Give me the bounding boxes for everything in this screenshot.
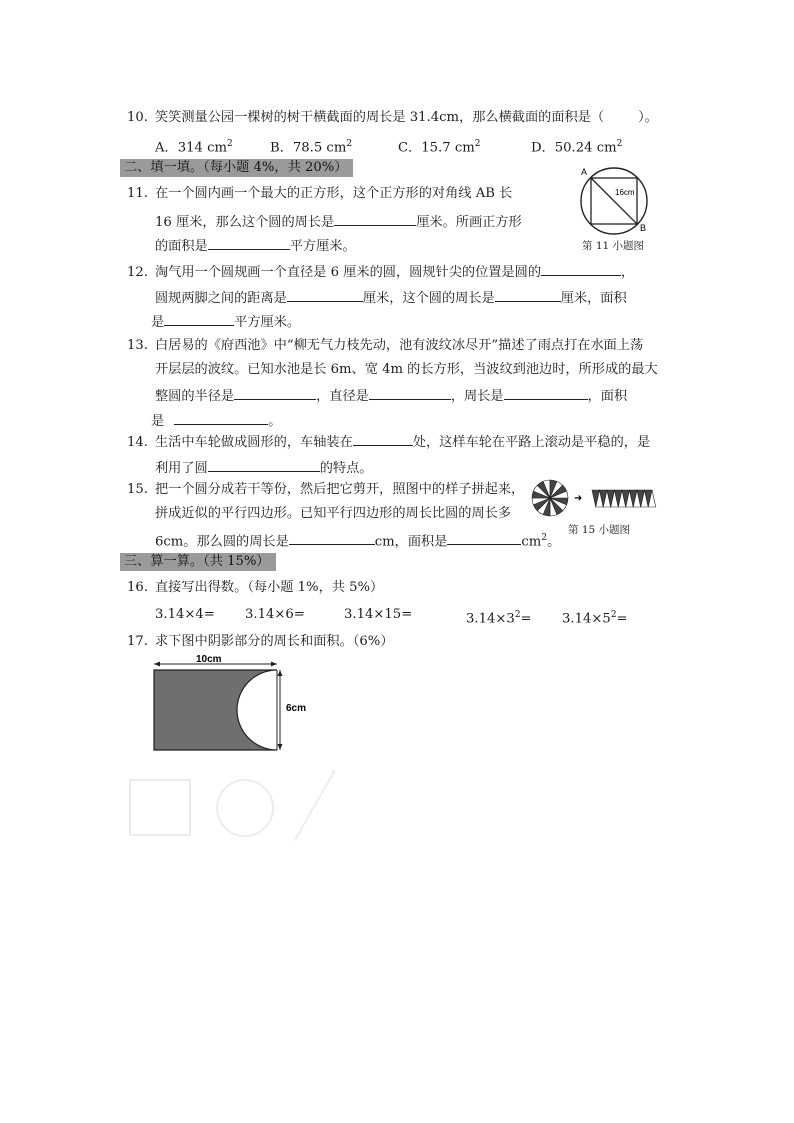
q12-blank-circumference[interactable] (495, 287, 561, 302)
q16-number: 16. (127, 580, 148, 595)
q11-figure-label-a: A (581, 167, 588, 177)
q10-option-c-exp: 2 (474, 139, 481, 149)
q11-line2 (155, 211, 522, 232)
q12-line1-end: ， (621, 265, 635, 280)
q12-number: 12. (127, 265, 148, 280)
q16-item-4[interactable] (466, 606, 532, 628)
q13-line4a: 是 (151, 414, 165, 429)
q12-line2b: 厘米，这个圆的周长是 (362, 291, 495, 306)
q13-line4b: 。 (268, 414, 282, 429)
q15-number: 15. (127, 482, 148, 497)
q14-line1 (127, 431, 650, 452)
q15-line3-exp: 2 (541, 533, 548, 543)
q15-line2: 拼成近似的平行四边形。已知平行四边形的周长比圆的周长多 (155, 506, 512, 521)
q12-line2c: 厘米，面积 (560, 291, 627, 306)
q11-blank-circumference[interactable] (334, 211, 416, 226)
q14-line1a: 生活中车轮做成圆形的，车轴装在 (155, 435, 353, 450)
q12-line2 (155, 287, 627, 308)
q13-blank-diameter[interactable] (369, 385, 451, 400)
q15-figure-sector-circle (532, 480, 568, 516)
q10-close: ）。 (638, 110, 658, 125)
q14-blank-axle[interactable] (353, 431, 413, 446)
q10-option-b-label: B．78.5 cm (270, 140, 347, 156)
q15-line1 (127, 481, 524, 499)
arrow-up-icon (278, 670, 283, 676)
q11-line3 (155, 235, 356, 256)
q11-line3a: 的面积是 (155, 239, 208, 254)
q16-item-5-eq: = (616, 611, 628, 627)
q13-line2: 开层层的波纹。已知水池是长 6m、宽 4m 的长方形，当波纹到池边时，所形成的最大 (155, 362, 658, 377)
q13-line3 (155, 385, 627, 406)
q12-line3b: 平方厘米。 (234, 315, 301, 330)
q12-blank-area[interactable] (164, 311, 234, 326)
q12-line1-text: 淘气用一个圆规画一个直径是 6 厘米的圆，圆规针尖的位置是圆的 (155, 265, 542, 280)
q17-text: 求下图中阴影部分的周长和面积。（6%） (155, 634, 394, 649)
q13-line1 (127, 337, 643, 355)
q13-line3a: 整圆的半径是 (155, 389, 235, 404)
q12-line3a: 是 (151, 315, 165, 330)
q15-line3b: cm，面积是 (374, 534, 448, 550)
q10-option-a-label: A．314 cm (155, 140, 227, 156)
q17-figure-height-label: 6cm (286, 703, 307, 714)
q13-blank-circumference[interactable] (504, 385, 588, 400)
q10-option-a[interactable] (155, 135, 233, 157)
q15-line3a: 6cm。那么圆的周长是 (155, 534, 289, 550)
q10-stem (127, 109, 658, 127)
q12-line1 (127, 261, 634, 282)
q11-line2a: 16 厘米，那么这个圆的周长是 (155, 215, 335, 230)
q15-caption: 第 15 小题图 (568, 524, 631, 536)
q15-line3c: cm (521, 534, 542, 550)
q16-item-5-base: 3.14×5 (562, 611, 611, 627)
q15-blank-area[interactable] (447, 530, 521, 545)
q13-number: 13. (127, 338, 148, 353)
q10-option-c-label: C．15.7 cm (398, 140, 475, 156)
q10-option-d[interactable] (531, 135, 622, 157)
q11-figure-label-b: B (640, 223, 647, 233)
q11-number: 11. (127, 186, 148, 201)
q17-stem (127, 633, 394, 651)
q11-line3b: 平方厘米。 (289, 239, 356, 254)
q13-line1-text: 白居易的《府西池》中“柳无气力枝先动，池有波纹冰尽开”描述了雨点打在水面上荡 (155, 338, 644, 353)
bleed-through-shapes (120, 760, 680, 850)
q14-line2a: 利用了圆 (155, 461, 208, 476)
q16-item-3[interactable]: 3.14×15= (344, 607, 413, 622)
q10-option-c[interactable] (398, 135, 480, 157)
q15-figure (530, 478, 662, 520)
section-2-header: 二、填一填。（每小题 4%，共 20%） (120, 159, 353, 177)
q16-stem (127, 579, 383, 597)
q11-line1-text: 在一个圆内画一个最大的正方形，这个正方形的对角线 AB 长 (155, 186, 513, 201)
q10-option-b-exp: 2 (346, 139, 353, 149)
arrow-down-icon (278, 744, 283, 750)
q17-figure-shaded-region (154, 670, 277, 750)
q16-item-4-exp: 2 (514, 610, 521, 620)
q10-option-d-label: D．50.24 cm (531, 140, 617, 156)
q11-figure-label-length: 16cm (615, 188, 635, 197)
q16-item-4-eq: = (520, 611, 532, 627)
q10-option-b[interactable] (270, 135, 352, 157)
q11-line2b: 厘米。所画正方形 (416, 215, 522, 230)
q12-blank-center[interactable] (541, 261, 621, 276)
q14-line2b: 的特点。 (319, 461, 373, 476)
q12-line2a: 圆规两脚之间的距离是 (155, 291, 287, 306)
q13-blank-radius[interactable] (234, 385, 316, 400)
q17-figure-shaded-rectangle (146, 652, 316, 756)
q14-line2 (155, 457, 373, 478)
q15-line3 (155, 529, 560, 551)
q11-line1 (127, 185, 512, 203)
q14-number: 14. (127, 435, 148, 450)
q13-line4 (151, 410, 281, 431)
q12-line3 (151, 311, 300, 332)
q11-figure-circle-square (573, 160, 659, 236)
q17-figure-width-label: 10cm (196, 654, 222, 665)
q11-figure-diagonal (591, 178, 637, 224)
q14-blank-property[interactable] (208, 457, 320, 472)
q10-option-a-exp: 2 (226, 139, 233, 149)
q16-item-5-exp: 2 (610, 610, 617, 620)
arrow-right-icon: ➜ (574, 493, 583, 504)
arrow-right-icon (271, 662, 277, 667)
q13-blank-area[interactable] (174, 410, 268, 425)
q11-blank-area[interactable] (208, 235, 290, 250)
arrow-left-icon (154, 662, 160, 667)
q10-option-d-exp: 2 (616, 139, 623, 149)
q10-number: 10. (127, 110, 148, 125)
q15-line1-text: 把一个圆分成若干等份，然后把它剪开，照图中的样子拼起来， (155, 482, 525, 497)
q16-item-1[interactable]: 3.14×4= (155, 607, 215, 622)
q10-text: 笑笑测量公园一棵树的树干横截面的周长是 31.4cm，那么横截面的面积是（ (155, 110, 605, 125)
q11-caption: 第 11 小题图 (582, 240, 645, 252)
q16-item-4-base: 3.14×3 (466, 611, 515, 627)
q14-line1b: 处，这样车轮在平路上滚动是平稳的，是 (412, 435, 651, 450)
q16-text: 直接写出得数。（每小题 1%，共 5%） (155, 580, 384, 595)
q17-number: 17. (127, 634, 148, 649)
q13-line3b: ，直径是 (316, 389, 369, 404)
q13-line3c: ，周长是 (450, 389, 504, 404)
section-3-header: 三、算一算。（共 15%） (120, 553, 276, 571)
q16-item-5[interactable] (562, 606, 628, 628)
q16-item-2[interactable]: 3.14×6= (245, 607, 305, 622)
q13-line3d: ，面积 (587, 389, 628, 404)
q12-blank-distance[interactable] (287, 287, 363, 302)
q15-line3-end: 。 (547, 534, 561, 550)
q15-figure-parallelogram (592, 490, 656, 507)
q15-blank-circumference[interactable] (289, 530, 375, 545)
